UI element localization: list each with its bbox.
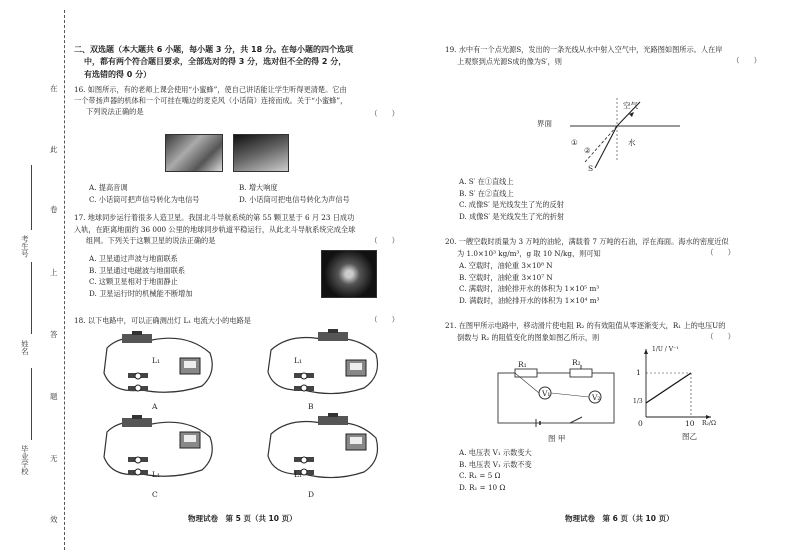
q20-options bbox=[459, 260, 719, 306]
graph-origin: 0 bbox=[638, 419, 643, 428]
seal-char: 答 bbox=[50, 330, 58, 339]
q17-options bbox=[89, 253, 319, 299]
option-d: D. 成像S′ 是光线发生了光的折射 bbox=[459, 211, 565, 221]
diagram-label-d: D bbox=[308, 490, 315, 499]
page-footer-right: 物理试卷 第 6 页（共 10 页） bbox=[565, 514, 674, 523]
speaker-device-photo bbox=[165, 134, 223, 172]
figure-caption-b: 图乙 bbox=[682, 432, 697, 441]
graph-tick-1: 1 bbox=[636, 368, 641, 377]
teacher-microphone-photo bbox=[233, 134, 289, 172]
question-17: 17. 地球同步运行着很多人造卫星。我国北斗导航系统的第 55 颗卫星于 6 月 23 日成功 入轨，在距离地面约 36 000 公里的地球同步轨道平稳运行，从此北斗导航系统完成全球 组网。下列关于这颗卫星的说法正确的是 （ ） bbox=[74, 213, 399, 246]
answer-paren: （ ） bbox=[370, 109, 399, 119]
seal-char: 此 bbox=[50, 145, 58, 154]
option-c: C. 成像S′ 是光线发生了光的反射 bbox=[459, 200, 564, 210]
option-b: B. S′ 在②直线上 bbox=[459, 188, 514, 198]
diagram-label-c: C bbox=[152, 490, 158, 499]
circuit-diagram-d bbox=[256, 412, 386, 487]
graph-x-axis-label: R₂/Ω bbox=[702, 420, 716, 427]
question-16: 16. 如图所示，有的老师上课会使用“小蜜蜂”，使自己讲话能让学生听得更清楚。它由 一个带扬声器的机体和一个可挂在嘴边的麦克风（小话筒）连接而成。关于“小蜜蜂”， 下列说法正确的是 （ ） bbox=[74, 85, 399, 119]
graph-y-axis-label: 1/U / V⁻¹ bbox=[652, 346, 679, 353]
section-heading: 二、双选题（本大题共 6 小题，每小题 3 分，共 18 分。在每小题的四个选项 中，都有两个符合题目要求，全部选对的得 3 分，选对但不全的得 2 分， 有选错的得 0 分） bbox=[74, 45, 353, 79]
option-a: A. S′ 在①直线上 bbox=[459, 177, 514, 186]
seal-char: 在 bbox=[50, 84, 58, 93]
option-c: C. R₁ = 5 Ω bbox=[459, 471, 501, 481]
school-label: 毕业学校 bbox=[20, 445, 30, 475]
voltmeter-v2-label: V₂ bbox=[592, 393, 601, 402]
lamp-label: L₁ bbox=[294, 470, 302, 479]
answer-paren: （ ） bbox=[732, 56, 761, 65]
q21-options bbox=[459, 447, 659, 493]
option-d: D. 满载时，油轮排开水的体积为 1×10⁴ m³ bbox=[459, 295, 600, 305]
exam-number-line bbox=[31, 165, 32, 230]
option-b: B. 卫星通过电磁波与地面联系 bbox=[89, 265, 186, 275]
question-19: 19. 水中有一个点光源S，发出的一条光线从水中射入空气中，光路图如图所示。人在岸 上观察到点光源S成的像为S′，则 （ ） bbox=[445, 45, 761, 66]
question-21: 21. 在图甲所示电路中，移动滑片使电阻 R₂ 的有效阻值从零逐渐变大，R₁ 上的电压U的 倒数与 R₂ 的阻值变化的图象如图乙所示，则 （ ） bbox=[445, 321, 735, 342]
binding-margin-line bbox=[64, 10, 65, 550]
answer-paren: （ ） bbox=[370, 236, 399, 245]
q19-options bbox=[459, 176, 689, 222]
option-a: A. 提高音调 bbox=[89, 183, 128, 192]
answer-paren: （ ） bbox=[706, 248, 735, 257]
water-label: 水 bbox=[628, 138, 636, 147]
resistor-r1-label: R₁ bbox=[518, 360, 527, 369]
answer-paren: （ ） bbox=[706, 332, 735, 341]
option-d: D. 卫星运行时的机械能不断增加 bbox=[89, 288, 193, 298]
interface-label: 界面 bbox=[537, 119, 552, 128]
seal-char: 卷 bbox=[50, 205, 58, 214]
name-label: 姓名 bbox=[20, 340, 30, 355]
name-line bbox=[31, 262, 32, 334]
lamp-label: L₁ bbox=[152, 356, 160, 365]
air-label: 空气 bbox=[623, 101, 638, 110]
voltmeter-v1-label: V₁ bbox=[542, 389, 551, 398]
circuit-diagram-b bbox=[256, 328, 386, 403]
left-page bbox=[74, 44, 399, 118]
satellite-orbit-image bbox=[321, 250, 377, 298]
lamp-label: L₁ bbox=[152, 470, 160, 479]
option-a: A. 卫星通过声波与地面联系 bbox=[89, 254, 178, 263]
seal-char: 上 bbox=[50, 268, 58, 277]
q16-options bbox=[89, 182, 399, 205]
ray-2-label: ② bbox=[584, 146, 591, 155]
question-18: 18. 以下电路中，可以正确测出灯 L₁ 电流大小的电路是 （ ） bbox=[74, 315, 399, 325]
refraction-diagram bbox=[560, 80, 690, 170]
diagram-label-b: B bbox=[308, 402, 314, 411]
diagram-label-a: A bbox=[152, 402, 158, 411]
question-20: 20. 一艘空载时质量为 3 万吨的油轮，满载着 7 万吨的石油，浮在海面。海水的密度近似 为 1.0×10³ kg/m³，g 取 10 N/kg，则可知 （ ） bbox=[445, 237, 735, 258]
option-a: A. 空载时，油轮重 3×10⁸ N bbox=[459, 261, 553, 270]
page-footer-left: 物理试卷 第 5 页（共 10 页） bbox=[188, 514, 297, 523]
resistor-r2-label: R₂ bbox=[572, 358, 581, 367]
school-line bbox=[31, 368, 32, 440]
option-d: D. 小话筒可把电信号转化为声信号 bbox=[239, 194, 350, 204]
graph-figure-b bbox=[636, 345, 716, 425]
circuit-figure-a bbox=[490, 363, 625, 433]
ray-1-label: ① bbox=[571, 138, 578, 147]
seal-char: 无 bbox=[50, 454, 58, 463]
figure-caption-a: 图 甲 bbox=[548, 434, 566, 443]
graph-tick-10: 10 bbox=[685, 419, 695, 428]
point-source-label: S bbox=[588, 164, 594, 173]
circuit-diagram-a bbox=[92, 328, 222, 403]
graph-tick-one-third: 1/3 bbox=[633, 398, 643, 405]
option-c: C. 小话筒可把声信号转化为电信号 bbox=[89, 194, 200, 204]
seal-char: 题 bbox=[50, 392, 58, 401]
exam-number-label: 考生号 bbox=[20, 235, 30, 258]
option-c: C. 这颗卫星相对于地面静止 bbox=[89, 277, 178, 287]
answer-paren: （ ） bbox=[370, 315, 399, 324]
seal-char: 效 bbox=[50, 515, 58, 524]
option-c: C. 满载时，油轮排开水的体积为 1×10⁵ m³ bbox=[459, 284, 600, 294]
option-b: B. 电压表 V₁ 示数不变 bbox=[459, 459, 532, 469]
lamp-label: L₁ bbox=[294, 356, 302, 365]
option-b: B. 空载时，油轮重 3×10⁷ N bbox=[459, 272, 553, 282]
option-a: A. 电压表 V₁ 示数变大 bbox=[459, 448, 532, 457]
option-d: D. R₁ = 10 Ω bbox=[459, 482, 506, 492]
option-b: B. 增大响度 bbox=[239, 183, 278, 192]
